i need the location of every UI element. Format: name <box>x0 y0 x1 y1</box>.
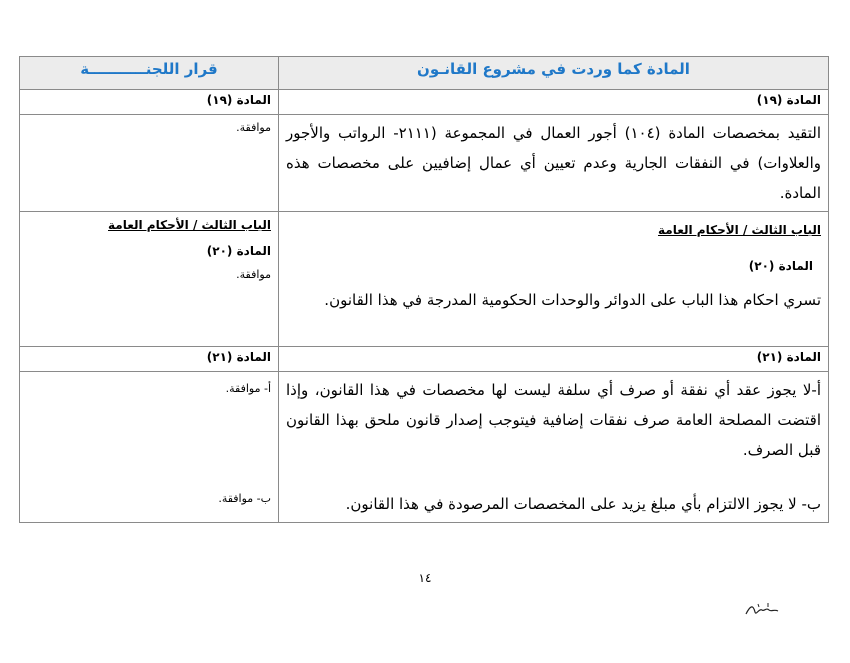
article21-text <box>279 372 829 523</box>
comparison-table <box>19 56 829 523</box>
article19-label-row <box>20 90 829 115</box>
chapter3-bill-cell <box>279 212 829 347</box>
article19-bill-label: المادة (١٩) <box>279 90 829 115</box>
bill-column-header: المادة كما وردت في مشروع القانـون <box>279 57 829 90</box>
article20-text: تسري احكام هذا الباب على الدوائر والوحدات الحكومية المدرجة في هذا القانون. <box>324 291 821 309</box>
article21-clause-b: ب- لا يجوز الالتزام بأي مبلغ يزيد على المخصصات المرصودة في هذا القانون. <box>345 495 821 513</box>
article21-clause-a: أ-لا يجوز عقد أي نفقة أو صرف أي سلفة ليست لها مخصصات في هذا القانون، وإذا اقتضت المصلحة العامة صرف نفقات إضافية فيتوجب إصدار قانون ملحق بهذا القانون قبل الصرف. <box>286 381 821 459</box>
article19-committee-label: المادة (١٩) <box>20 90 279 115</box>
article19-decision: موافقة. <box>20 115 279 212</box>
chapter3-bill-title: الباب الثالث / الأحكام العامة <box>658 223 821 237</box>
article20-decision: موافقة. <box>236 268 271 281</box>
article21-decision-a: أ- موافقة. <box>225 382 271 395</box>
article21-decisions <box>20 372 279 523</box>
header-row <box>20 57 829 90</box>
article21-bill-label: المادة (٢١) <box>279 347 829 372</box>
article20-committee-label: المادة (٢٠) <box>206 244 271 258</box>
article19-text <box>279 115 829 212</box>
article20-bill-label: المادة (٢٠) <box>748 259 813 273</box>
article19-paragraph: التقيد بمخصصات المادة (١٠٤) أجور العمال في المجموعة (٢١١١- الرواتب والأجور والعلاوات) في النفقات الجارية وعدم تعيين أي عمال إضافيين على مخصصات هذه المادة. <box>286 124 821 202</box>
article21-body-row <box>20 372 829 523</box>
chapter3-row <box>20 212 829 347</box>
signature-mark <box>744 598 780 620</box>
article21-label-row <box>20 347 829 372</box>
chapter3-committee-cell <box>20 212 279 347</box>
chapter3-committee-title: الباب الثالث / الأحكام العامة <box>108 218 271 232</box>
page-number: ١٤ <box>418 571 432 585</box>
committee-column-header: قرار اللجنـــــــــــة <box>20 57 279 90</box>
article21-decision-b: ب- موافقة. <box>218 492 271 505</box>
article19-body-row <box>20 115 829 212</box>
article21-committee-label: المادة (٢١) <box>20 347 279 372</box>
